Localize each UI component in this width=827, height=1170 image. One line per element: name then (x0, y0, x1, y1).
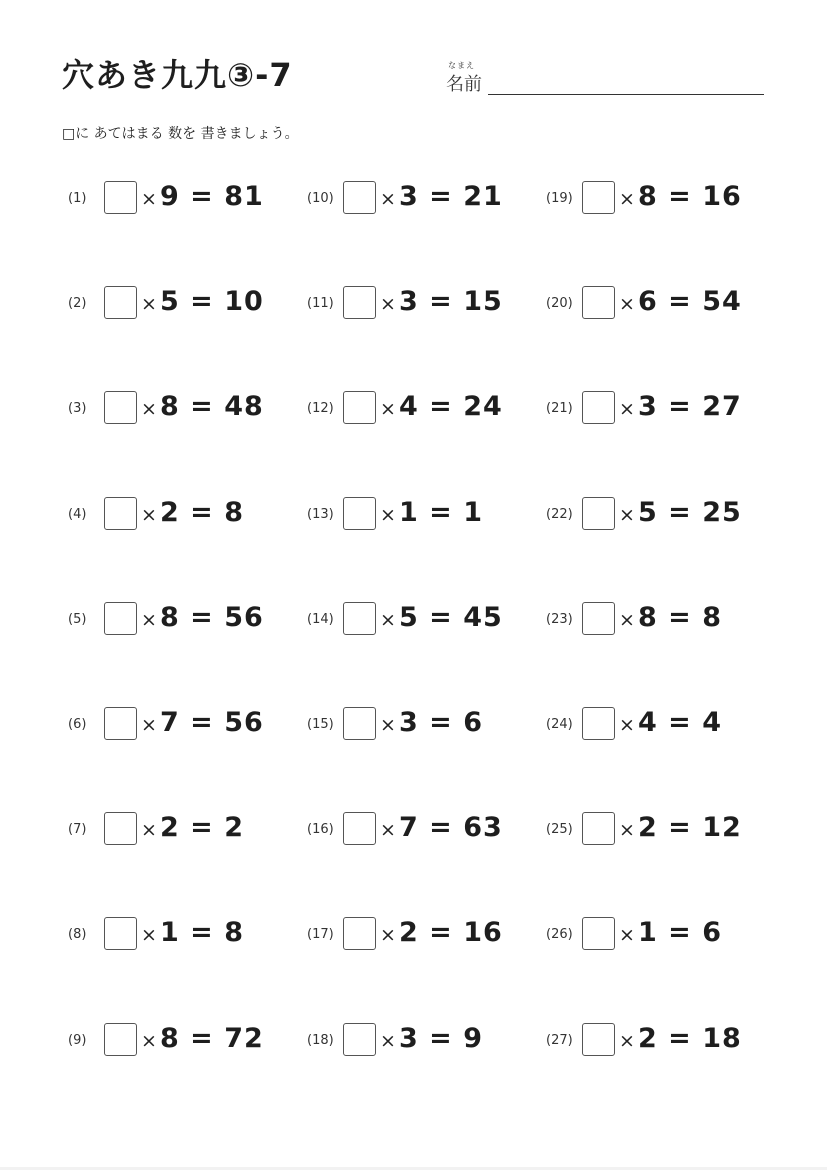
times-sign: × (141, 293, 157, 315)
equation-text: 2 = 12 (638, 812, 742, 843)
problem-item (68, 706, 288, 746)
equation-text: 2 = 8 (160, 497, 244, 528)
name-write-line[interactable] (488, 94, 764, 95)
times-sign: × (380, 819, 396, 841)
answer-box[interactable] (582, 497, 615, 530)
equation-text: 9 = 81 (160, 181, 264, 212)
equation-text: 1 = 1 (399, 497, 483, 528)
problem-number: (18) (307, 1033, 334, 1048)
problem-number: (1) (68, 191, 87, 206)
equation-text: 8 = 72 (160, 1023, 264, 1054)
times-sign: × (141, 924, 157, 946)
problem-item (68, 390, 288, 430)
equation-text: 5 = 25 (638, 497, 742, 528)
equation-text: 2 = 16 (399, 917, 503, 948)
answer-box[interactable] (582, 391, 615, 424)
equation-text: 3 = 21 (399, 181, 503, 212)
times-sign: × (380, 609, 396, 631)
answer-box[interactable] (582, 1023, 615, 1056)
times-sign: × (141, 714, 157, 736)
problem-item (307, 1022, 527, 1062)
problem-item (546, 1022, 766, 1062)
answer-box[interactable] (104, 812, 137, 845)
times-sign: × (380, 293, 396, 315)
equation-text: 7 = 56 (160, 707, 264, 738)
times-sign: × (141, 504, 157, 526)
problem-item (307, 180, 527, 220)
problem-number: (26) (546, 927, 573, 942)
answer-box[interactable] (582, 286, 615, 319)
equation-text: 8 = 56 (160, 602, 264, 633)
problem-item (546, 916, 766, 956)
problem-item (546, 496, 766, 536)
problem-item (546, 285, 766, 325)
equation-text: 8 = 48 (160, 391, 264, 422)
times-sign: × (619, 609, 635, 631)
problem-item (307, 811, 527, 851)
problem-number: (10) (307, 191, 334, 206)
equation-text: 8 = 8 (638, 602, 722, 633)
answer-box[interactable] (104, 286, 137, 319)
problem-item (307, 916, 527, 956)
problem-item (307, 601, 527, 641)
problem-item (68, 285, 288, 325)
problem-item (546, 706, 766, 746)
times-sign: × (141, 188, 157, 210)
equation-text: 5 = 45 (399, 602, 503, 633)
times-sign: × (619, 714, 635, 736)
times-sign: × (380, 714, 396, 736)
problem-item (307, 706, 527, 746)
problem-number: (13) (307, 507, 334, 522)
problem-number: (24) (546, 717, 573, 732)
problem-number: (5) (68, 612, 87, 627)
times-sign: × (619, 398, 635, 420)
problem-item (68, 496, 288, 536)
times-sign: × (380, 188, 396, 210)
equation-text: 4 = 24 (399, 391, 503, 422)
instruction-text: □に あてはまる 数を 書きましょう。 (62, 126, 299, 142)
equation-text: 2 = 2 (160, 812, 244, 843)
times-sign: × (619, 819, 635, 841)
problem-number: (4) (68, 507, 87, 522)
equation-text: 3 = 9 (399, 1023, 483, 1054)
problem-item (68, 180, 288, 220)
problem-number: (20) (546, 296, 573, 311)
problem-item (546, 811, 766, 851)
problem-item (68, 601, 288, 641)
times-sign: × (141, 609, 157, 631)
answer-box[interactable] (343, 286, 376, 319)
times-sign: × (619, 504, 635, 526)
times-sign: × (380, 504, 396, 526)
equation-text: 3 = 27 (638, 391, 742, 422)
answer-box[interactable] (343, 1023, 376, 1056)
answer-box[interactable] (104, 497, 137, 530)
problem-number: (12) (307, 401, 334, 416)
equation-text: 3 = 6 (399, 707, 483, 738)
times-sign: × (380, 1030, 396, 1052)
times-sign: × (619, 1030, 635, 1052)
equation-text: 8 = 16 (638, 181, 742, 212)
answer-box[interactable] (343, 181, 376, 214)
name-ruby: なまえ (448, 61, 475, 70)
answer-box[interactable] (104, 181, 137, 214)
problem-number: (2) (68, 296, 87, 311)
problem-item (546, 180, 766, 220)
equation-text: 4 = 4 (638, 707, 722, 738)
equation-text: 3 = 15 (399, 286, 503, 317)
equation-text: 1 = 6 (638, 917, 722, 948)
equation-text: 2 = 18 (638, 1023, 742, 1054)
answer-box[interactable] (343, 497, 376, 530)
answer-box[interactable] (104, 391, 137, 424)
problem-number: (6) (68, 717, 87, 732)
problem-number: (27) (546, 1033, 573, 1048)
answer-box[interactable] (104, 1023, 137, 1056)
problem-number: (7) (68, 822, 87, 837)
problem-number: (21) (546, 401, 573, 416)
times-sign: × (141, 398, 157, 420)
equation-text: 7 = 63 (399, 812, 503, 843)
answer-box[interactable] (343, 391, 376, 424)
problem-number: (9) (68, 1033, 87, 1048)
worksheet-title: 穴あき九九③-7 (62, 56, 293, 94)
answer-box[interactable] (582, 917, 615, 950)
problem-item (68, 1022, 288, 1062)
problem-number: (11) (307, 296, 334, 311)
times-sign: × (141, 1030, 157, 1052)
problem-number: (16) (307, 822, 334, 837)
problem-number: (15) (307, 717, 334, 732)
problem-item (68, 811, 288, 851)
answer-box[interactable] (582, 812, 615, 845)
name-field (444, 58, 766, 98)
problem-number: (3) (68, 401, 87, 416)
problem-item (307, 285, 527, 325)
times-sign: × (619, 924, 635, 946)
answer-box[interactable] (582, 602, 615, 635)
answer-box[interactable] (343, 602, 376, 635)
problem-number: (17) (307, 927, 334, 942)
times-sign: × (619, 188, 635, 210)
answer-box[interactable] (104, 707, 137, 740)
problem-item (68, 916, 288, 956)
answer-box[interactable] (104, 917, 137, 950)
answer-box[interactable] (582, 181, 615, 214)
answer-box[interactable] (104, 602, 137, 635)
answer-box[interactable] (343, 707, 376, 740)
equation-text: 6 = 54 (638, 286, 742, 317)
problem-number: (8) (68, 927, 87, 942)
problem-number: (22) (546, 507, 573, 522)
answer-box[interactable] (582, 707, 615, 740)
name-label: 名前 (446, 74, 482, 95)
equation-text: 1 = 8 (160, 917, 244, 948)
problem-item (546, 390, 766, 430)
problem-number: (25) (546, 822, 573, 837)
answer-box[interactable] (343, 812, 376, 845)
times-sign: × (141, 819, 157, 841)
answer-box[interactable] (343, 917, 376, 950)
problem-item (307, 390, 527, 430)
problem-item (546, 601, 766, 641)
problem-number: (23) (546, 612, 573, 627)
problem-number: (19) (546, 191, 573, 206)
equation-text: 5 = 10 (160, 286, 264, 317)
times-sign: × (380, 398, 396, 420)
times-sign: × (380, 924, 396, 946)
problem-number: (14) (307, 612, 334, 627)
times-sign: × (619, 293, 635, 315)
problem-item (307, 496, 527, 536)
